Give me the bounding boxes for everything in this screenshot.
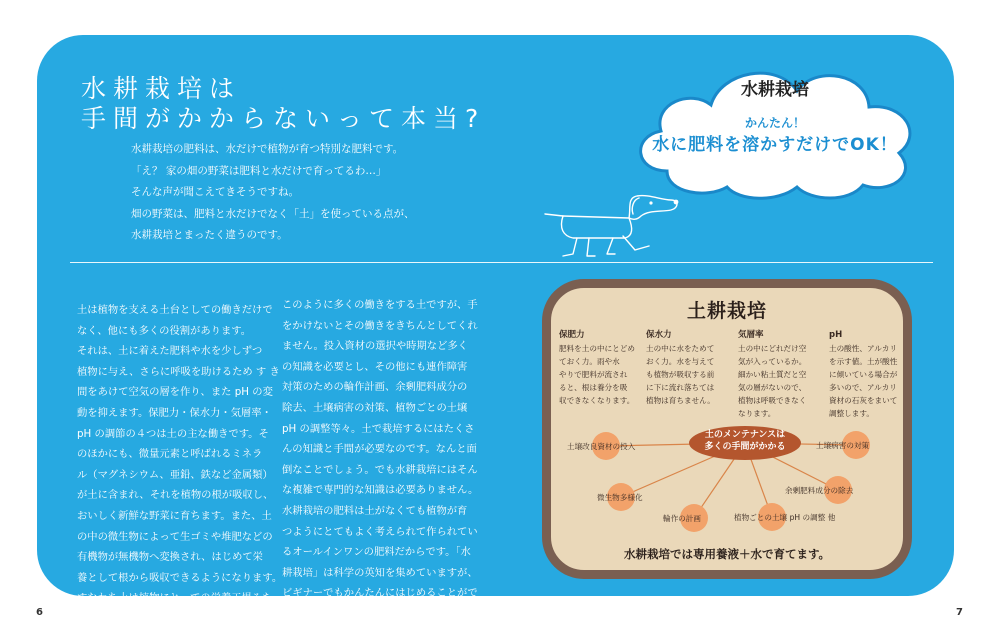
body-line: 有機物が無機物へ変換され、はじめて栄 bbox=[77, 551, 263, 564]
factor-line: 気が入っているか。 bbox=[738, 357, 807, 366]
body-line: ル（マグネシウム、亜鉛、鉄など金属類） bbox=[77, 468, 273, 481]
item-soil-disease: 土壌病害の対策 bbox=[816, 441, 870, 450]
page-number-left: 6 bbox=[36, 607, 43, 618]
body-column-left bbox=[77, 300, 282, 630]
factor-heading: 保水力 bbox=[646, 330, 672, 340]
body-line: をかけないとその働きをきちんとしてくれ bbox=[282, 319, 478, 332]
soil-panel-footer: 水耕栽培では専用養液＋水で育てます。 bbox=[623, 547, 831, 561]
factor-line: に下に流れ落ちては bbox=[646, 383, 715, 392]
body-line: なく、他にも多くの役割があります。 bbox=[77, 324, 252, 337]
intro-line: 「え？ 家の畑の野菜は肥料と水だけで育ってるわ…」 bbox=[131, 164, 387, 177]
factor-line: ておく力。雨や水 bbox=[559, 357, 620, 366]
cloud-subtitle: かんたん！ bbox=[744, 116, 805, 130]
body-line: 対策のための輪作計画、余剰肥料成分の bbox=[282, 381, 468, 394]
intro-line: そんな声が聞こえてきそうですね。 bbox=[131, 186, 299, 198]
body-line: 水耕栽培の肥料は土がなくても植物が育 bbox=[282, 504, 468, 517]
soil-cultivation-panel bbox=[542, 279, 912, 579]
factor-line: 植物は呼吸できなく bbox=[738, 396, 807, 405]
factor-line: 収できなくなります。 bbox=[559, 396, 635, 405]
item-soil-amendment: 土壌改良資材の投入 bbox=[567, 442, 636, 451]
factor-line: なります。 bbox=[738, 409, 776, 418]
body-line: このように多くの働きをする土ですが、手 bbox=[282, 299, 478, 311]
section-divider bbox=[70, 262, 933, 263]
factor-line: やりで肥料が流され bbox=[559, 370, 628, 379]
factor-line: 植物は育ちません。 bbox=[646, 396, 715, 405]
body-line: 間をあけて空気の層を作り、また pH の変 bbox=[77, 386, 273, 399]
soil-panel-title: 土耕栽培 bbox=[686, 300, 767, 322]
body-line: 動を抑えます。保肥力・保水力・気層率・ bbox=[77, 406, 272, 419]
item-microbes: 微生物多様化 bbox=[597, 493, 643, 502]
body-line: の中の微生物によって生ゴミや堆肥などの bbox=[77, 530, 273, 543]
body-line: ビギナーでもかんたんにはじめることがで bbox=[282, 587, 478, 600]
body-line: おいしく新鮮な野菜に育ちます。また、土 bbox=[77, 509, 272, 522]
body-line: 土は植物を支える土台としての働きだけで bbox=[77, 304, 273, 316]
body-column-middle bbox=[282, 295, 478, 625]
intro-line: 水耕栽培の肥料は、水だけで植物が育つ特別な肥料です。 bbox=[131, 143, 404, 155]
body-line: 耕栽培」は科学の英知を集めていますが、 bbox=[282, 566, 478, 579]
factor-line: ると、根は養分を吸 bbox=[559, 383, 628, 392]
factor-line: に傾いている場合が bbox=[829, 370, 898, 379]
cloud-title: 水耕栽培 bbox=[741, 80, 809, 100]
body-line: それは、土に着えた肥料や水を少しずつ bbox=[77, 345, 263, 358]
body-line: pH の調整等々。土で栽培するにはたくさ bbox=[282, 422, 475, 435]
page-spread bbox=[37, 35, 954, 625]
body-line: んの知識と手間が必要なのです。なんと面 bbox=[282, 443, 477, 456]
body-line: きる栽培方法なのです。 bbox=[282, 607, 395, 620]
factor-line: おく力。水を与えて bbox=[646, 357, 715, 366]
factor-line: 土の中に水をためて bbox=[646, 344, 715, 353]
factor-line: を示す値。土が酸性 bbox=[829, 357, 898, 366]
body-line: な複雑で専門的な知識は必要ありません。 bbox=[282, 484, 479, 497]
factor-heading: 気層率 bbox=[738, 330, 764, 340]
body-line: pH の調節の４つは土の主な働きです。そ bbox=[77, 427, 269, 440]
body-line: るオールインワンの肥料だからです。「水 bbox=[282, 546, 471, 559]
body-line: 養として根から吸収できるようになります。 bbox=[77, 571, 283, 584]
body-line: いなものなのです。 bbox=[77, 612, 169, 625]
page-number-right: 7 bbox=[956, 607, 963, 618]
body-line: 除去、土壌病害の対策、植物ごとの土壌 bbox=[282, 401, 468, 414]
factor-heading: 保肥力 bbox=[559, 330, 585, 340]
cloud-message: 水に肥料を溶かすだけでOK！ bbox=[652, 135, 898, 155]
body-line: のほかにも、微量元素と呼ばれるミネラ bbox=[77, 448, 263, 461]
factor-line: 肥料を土の中にとどめ bbox=[559, 344, 635, 353]
body-line: つようにとてもよく考えられて作られてい bbox=[282, 525, 478, 538]
intro-line: 水耕栽培とまったく違うのです。 bbox=[131, 229, 288, 241]
factor-line: 資材の石灰をまいて bbox=[829, 396, 898, 405]
body-line: が土に含まれ、それを植物の根が吸収し、 bbox=[77, 489, 274, 502]
body-line: 倒なことでしょう。でも水耕栽培にはそん bbox=[282, 463, 478, 476]
headline-line-1: 水耕栽培は bbox=[81, 74, 242, 103]
center-line: 多くの手間がかかる bbox=[704, 442, 786, 452]
factor-line: も植物が吸収する前 bbox=[646, 370, 715, 379]
item-surplus-removal: 余剰肥料成分の除去 bbox=[785, 486, 854, 495]
factor-line: 細かい粘土質だと空 bbox=[738, 370, 807, 379]
body-line: 植物に与え、さらに呼吸を助けるため す き bbox=[77, 365, 280, 378]
body-line: の知識を必要とし、その他にも連作障害 bbox=[282, 360, 468, 373]
factor-line: 多いので、アルカリ bbox=[829, 383, 897, 392]
factor-line: 調整します。 bbox=[829, 409, 874, 418]
headline-line-2: 手間がかからないって本当? bbox=[81, 104, 486, 133]
factor-line: 土の酸性、アルカリ bbox=[829, 344, 898, 353]
factor-line: 土の中にどれだけ空 bbox=[738, 344, 807, 353]
center-line: 土のメンテナンスは bbox=[704, 430, 786, 440]
dog-doodle bbox=[537, 190, 687, 265]
body-line: すなわち土は植物にとっての栄養工場みた bbox=[77, 592, 273, 605]
factor-heading: pH bbox=[829, 330, 843, 340]
intro-line: 畑の野菜は、肥料と水だけでなく「土」を使っている点が、 bbox=[131, 207, 415, 220]
center-node-label bbox=[691, 429, 799, 453]
item-ph-adjust: 植物ごとの土壌 pH の調整 他 bbox=[734, 513, 836, 522]
body-line: ません。投入資材の選択や時期など多く bbox=[282, 340, 468, 353]
factor-line: 気の層がないので、 bbox=[738, 383, 807, 392]
intro-paragraph bbox=[131, 139, 415, 247]
item-rotation: 輪作の計画 bbox=[663, 514, 701, 523]
